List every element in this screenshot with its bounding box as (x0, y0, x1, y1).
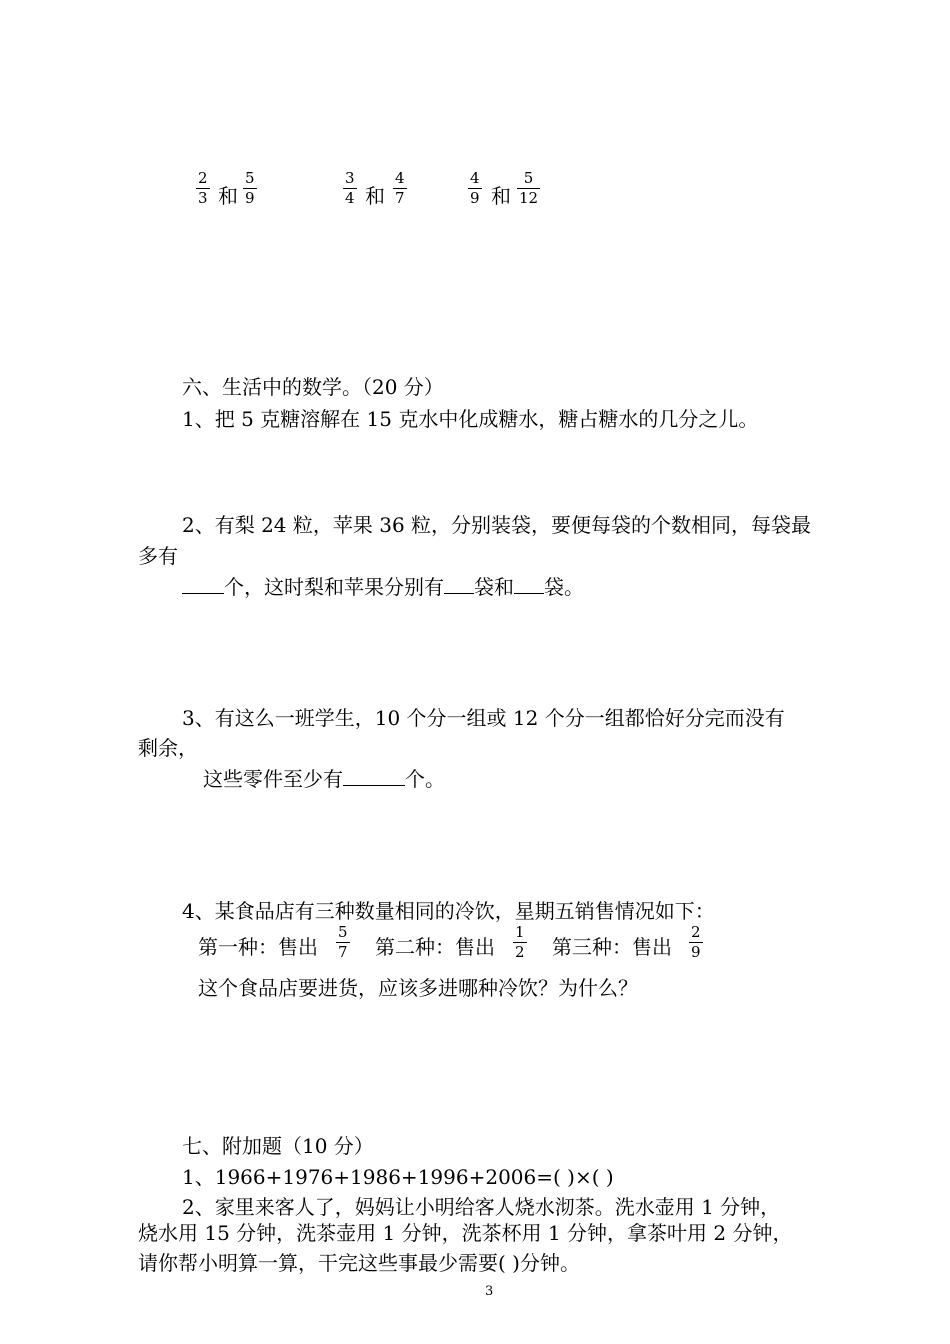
fraction (196, 170, 210, 207)
question-6-4-line1: 4、某食品店有三种数量相同的冷饮，星期五销售情况如下： (182, 899, 715, 923)
fraction (468, 170, 482, 207)
answer-blank[interactable] (514, 575, 544, 594)
question-6-1: 1、把 5 克糖溶解在 15 克水中化成糖水，糖占糖水的几分之儿。 (182, 407, 759, 431)
denominator: 9 (470, 189, 480, 207)
question-6-2-line1: 2、有梨 24 粒，苹果 36 粒，分别装袋，要便每袋的个数相同，每袋最 (182, 513, 812, 537)
answer-blank[interactable] (444, 575, 474, 594)
section7-heading: 七、附加题（10 分） (182, 1134, 374, 1158)
question-6-3-line2: 剩余， (138, 736, 198, 760)
question-6-4-line3: 这个食品店要进货，应该多进哪种冷饮？为什么？ (198, 976, 638, 1000)
q62-text-c: 袋。 (544, 575, 584, 599)
fraction (393, 170, 407, 207)
numerator: 4 (470, 169, 480, 187)
fraction (689, 924, 703, 961)
question-6-2-line3 (182, 574, 584, 600)
denominator: 7 (395, 189, 405, 207)
denominator: 12 (519, 189, 539, 207)
numerator: 2 (691, 923, 701, 941)
fraction (513, 924, 527, 961)
answer-blank[interactable] (182, 575, 224, 594)
denominator: 9 (691, 943, 701, 961)
answer-blank[interactable] (343, 767, 405, 786)
joiner-text: 和 (491, 184, 511, 208)
sale-item-label: 第一种：售出 (198, 935, 318, 959)
question-7-2-line1: 2、家里来客人了，妈妈让小明给客人烧水沏茶。洗水壶用 1 分钟， (182, 1195, 781, 1219)
denominator: 2 (515, 943, 525, 961)
numerator: 4 (395, 169, 405, 187)
numerator: 2 (198, 169, 208, 187)
sale-item-label: 第二种：售出 (375, 935, 495, 959)
denominator: 4 (345, 189, 355, 207)
denominator: 9 (245, 189, 255, 207)
fraction (336, 924, 350, 961)
joiner-text: 和 (365, 184, 385, 208)
joiner-text: 和 (218, 184, 238, 208)
numerator: 5 (523, 169, 534, 187)
fraction (343, 170, 357, 207)
q63-text-a: 这些零件至少有 (203, 767, 343, 791)
section6-heading: 六、生活中的数学。（20 分） (182, 375, 444, 399)
numerator: 1 (515, 923, 525, 941)
page-number: 3 (485, 1284, 494, 1299)
question-7-2-line2: 烧水用 15 分钟，洗茶壶用 1 分钟，洗茶杯用 1 分钟，拿茶叶用 2 分钟， (138, 1221, 793, 1245)
sale-item-label: 第三种：售出 (552, 935, 672, 959)
fraction (243, 170, 257, 207)
numerator: 5 (245, 169, 255, 187)
question-7-2-line3: 请你帮小明算一算，干完这些事最少需要( )分钟。 (138, 1251, 580, 1275)
fraction (517, 170, 540, 207)
question-6-3-line3 (203, 766, 445, 792)
question-7-1: 1、1966+1976+1986+1996+2006=( )×( ) (182, 1165, 614, 1189)
q62-text-b: 袋和 (474, 575, 514, 599)
denominator: 3 (198, 189, 208, 207)
question-6-3-line1: 3、有这么一班学生，10 个分一组或 12 个分一组都恰好分完而没有 (182, 706, 785, 730)
numerator: 5 (338, 923, 348, 941)
question-6-2-line2: 多有 (138, 544, 178, 568)
q63-text-b: 个。 (405, 767, 445, 791)
q62-text-a: 个，这时梨和苹果分别有 (224, 575, 444, 599)
numerator: 3 (345, 169, 355, 187)
denominator: 7 (338, 943, 348, 961)
